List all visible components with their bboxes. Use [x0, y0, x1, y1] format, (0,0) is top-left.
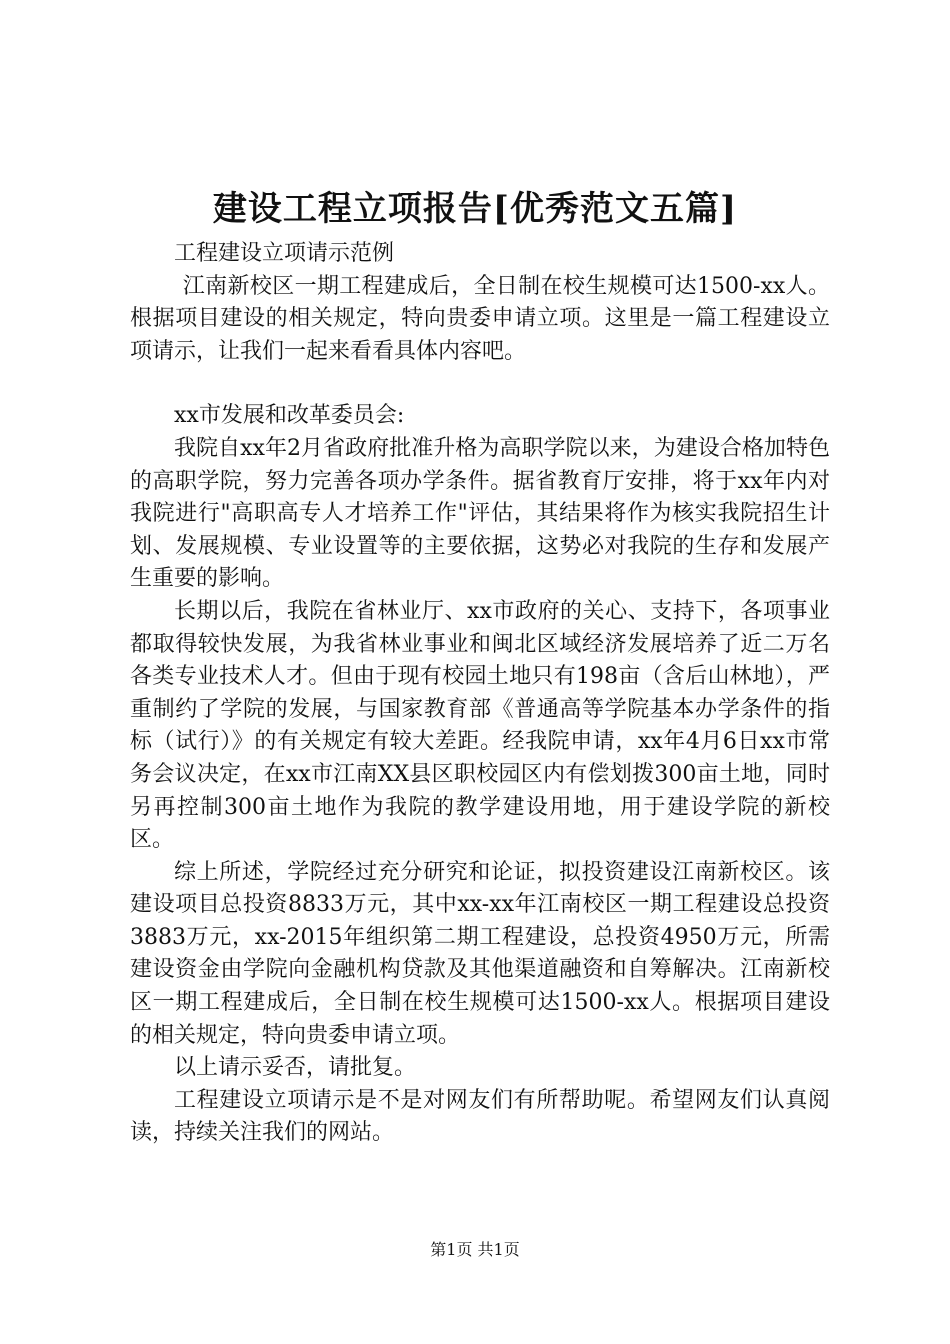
body-paragraph: 长期以后，我院在省林业厅、xx市政府的关心、支持下，各项事业都取得较快发展，为我省林业事业和闽北区域经济发展培养了近二万名各类专业技术人才。但由于现有校园土地只有198亩（含后山林地），严重制约了学院的发展，与国家教育部《普通高等学院基本办学条件的指标（试行）》的有关规定有较大差距。经我院申请，xx年4月6日xx市常务会议决定，在xx市江南XX县区职校园区内有偿划拨300亩土地，同时另再控制300亩土地作为我院的教学建设用地，用于建设学院的新校区。	[130, 598, 830, 853]
salutation: xx市发展和改革委员会:	[174, 403, 405, 429]
body-paragraph: 我院自xx年2月省政府批准升格为高职学院以来，为建设合格加特色的高职学院，努力完善各项办学条件。据省教育厅安排，将于xx年内对我院进行"高职高专人才培养工作"评估，其结果将作为核实我院招生计划、发展规模、专业设置等的主要依据，这势必对我院的生存和发展产生重要的影响。	[130, 435, 830, 592]
subtitle: 工程建设立项请示范例	[174, 241, 395, 266]
page-footer: 第1页 共1页	[430, 1240, 520, 1259]
body-paragraph: 综上所述，学院经过充分研究和论证，拟投资建设江南新校区。该建设项目总投资8833万元，其中xx-xx年江南校区一期工程建设总投资3883万元，xx-2015年组织第二期工程建设，总投资4950万元，所需建设资金由学院向金融机构贷款及其他渠道融资和自筹解决。江南新校区一期工程建成后，全日制在校生规模可达1500-xx人。根据项目建设的相关规定，特向贵委申请立项。	[130, 859, 830, 1048]
closing-note: 工程建设立项请示是不是对网友们有所帮助呢。希望网友们认真阅读，持续关注我们的网站。	[130, 1087, 830, 1146]
document-title: 建设工程立项报告[优秀范文五篇]	[212, 189, 738, 229]
closing-request: 以上请示妥否，请批复。	[174, 1055, 417, 1081]
document-body	[130, 238, 830, 1150]
paragraph-spacer	[130, 368, 830, 400]
intro-paragraph: 江南新校区一期工程建成后，全日制在校生规模可达1500-xx人。根据项目建设的相关规定，特向贵委申请立项。这里是一篇工程建设立项请示，让我们一起来看看具体内容吧。	[130, 273, 830, 364]
